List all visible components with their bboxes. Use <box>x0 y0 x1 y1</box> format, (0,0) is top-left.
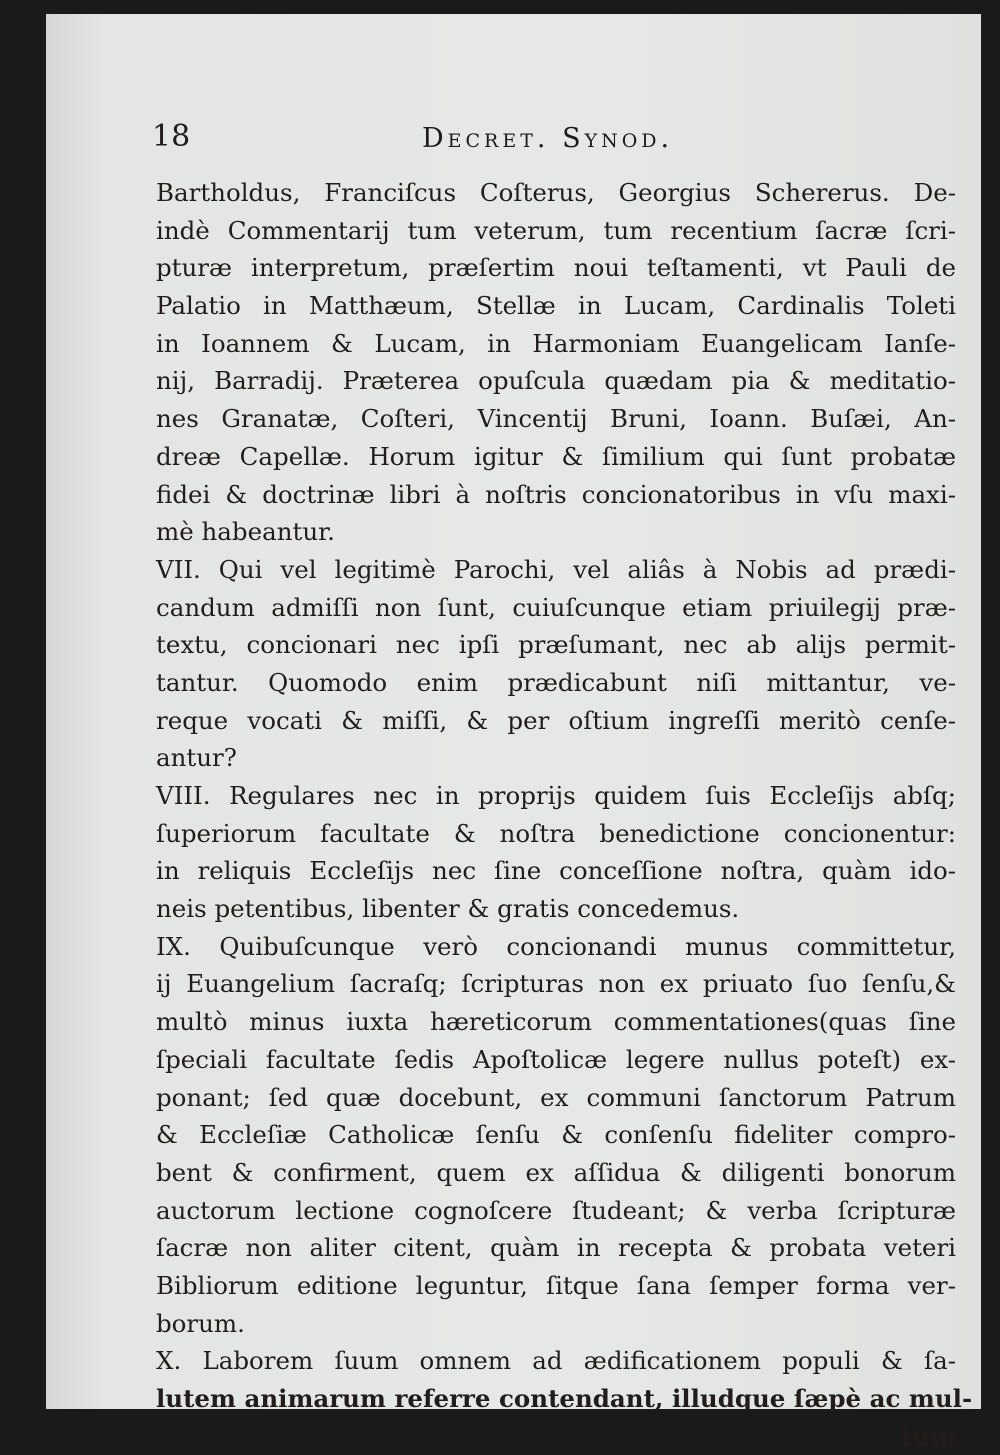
text-line: auctorum lectione cognoſcere ſtudeant; & verba ſcripturæ <box>156 1195 956 1225</box>
page-header <box>152 119 982 169</box>
body-text <box>156 174 973 1455</box>
text-line: VII. Qui vel legitimè Parochi, vel aliâs à Nobis ad prædi- <box>156 554 956 584</box>
text-line: in Ioannem & Lucam, in Harmoniam Euangelicam Ianſe- <box>156 328 956 358</box>
text-line: nij, Barradij. Præterea opuſcula quædam pia & meditatio- <box>156 366 956 396</box>
book-page <box>46 14 981 1451</box>
text-line: candum admiſſi non ſunt, cuiuſcunque etiam priuilegij præ- <box>156 592 956 622</box>
text-line: multò minus iuxta hæreticorum commentationes(quas ſine <box>156 1007 956 1037</box>
text-line: antur? <box>156 743 237 773</box>
text-line: pturæ interpretum, præſertim noui teſtamenti, vt Pauli de <box>156 253 956 283</box>
text-line: ponant; ſed quæ docebunt, ex communi ſanctorum Patrum <box>156 1082 956 1112</box>
text-line: borum. <box>156 1308 245 1338</box>
text-line: VIII. Regulares nec in proprijs quidem ſuis Eccleſijs abſq; <box>156 781 956 810</box>
text-line: ſuperiorum facultate & noſtra benedictione concionentur: <box>156 818 956 848</box>
text-line: neis petentibus, libenter & gratis concedemus. <box>156 894 740 924</box>
text-line: & Eccleſiæ Catholicæ ſenſu & conſenſu fideliter compro- <box>156 1120 956 1150</box>
text-line: reque vocati & miſſi, & per oſtium ingreſſi meritò cenſe- <box>156 705 956 735</box>
text-line: IX. Quibuſcunque verò concionandi munus committetur, <box>156 931 956 961</box>
page-number: 18 <box>152 119 191 154</box>
text-line: mè habeantur. <box>156 517 335 547</box>
text-line: textu, concionari nec ipſi præſumant, nec ab alijs permit- <box>156 630 956 660</box>
text-line: Bibliorum editione leguntur, ſitque ſana ſemper forma ver- <box>156 1270 956 1300</box>
text-line: ſacræ non aliter citent, quàm in recepta & probata veteri <box>156 1233 956 1263</box>
catchword: tum <box>900 1421 956 1451</box>
text-line: ij Euangelium ſacraſq; ſcripturas non ex priuato ſuo ſenſu,& <box>156 969 956 999</box>
text-line: in reliquis Eccleſijs nec ſine conceſſione noſtra, quàm ido- <box>156 856 956 886</box>
running-head: Decret. Synod. <box>422 123 674 154</box>
text-line: dreæ Capellæ. Horum igitur & ſimilium qui ſunt probatæ <box>156 441 956 471</box>
text-line: indè Commentarij tum veterum, tum recentium ſacræ ſcri- <box>156 215 956 245</box>
text-line: bent & confirment, quem ex aſſidua & diligenti bonorum <box>156 1157 956 1187</box>
text-line: X. Laborem ſuum omnem ad ædificationem populi & ſa- <box>156 1346 956 1376</box>
text-line: Bartholdus, Franciſcus Coſterus, Georgius Schererus. De- <box>156 178 956 207</box>
text-line: lutem animarum referre contendant, illudque ſæpè ac mul- <box>156 1384 973 1413</box>
text-line: ſpeciali facultate ſedis Apoſtolicæ legere nullus poteſt) ex- <box>156 1044 956 1074</box>
text-line: Palatio in Matthæum, Stellæ in Lucam, Cardinalis Toleti <box>156 291 956 321</box>
text-line: tantur. Quomodo enim prædicabunt niſi mittantur, ve- <box>156 667 956 697</box>
text-line: nes Granatæ, Coſteri, Vincentij Bruni, Ioann. Buſæi, An- <box>156 404 956 434</box>
text-line: fidei & doctrinæ libri à noſtris concionatoribus in vſu maxi- <box>156 479 956 509</box>
